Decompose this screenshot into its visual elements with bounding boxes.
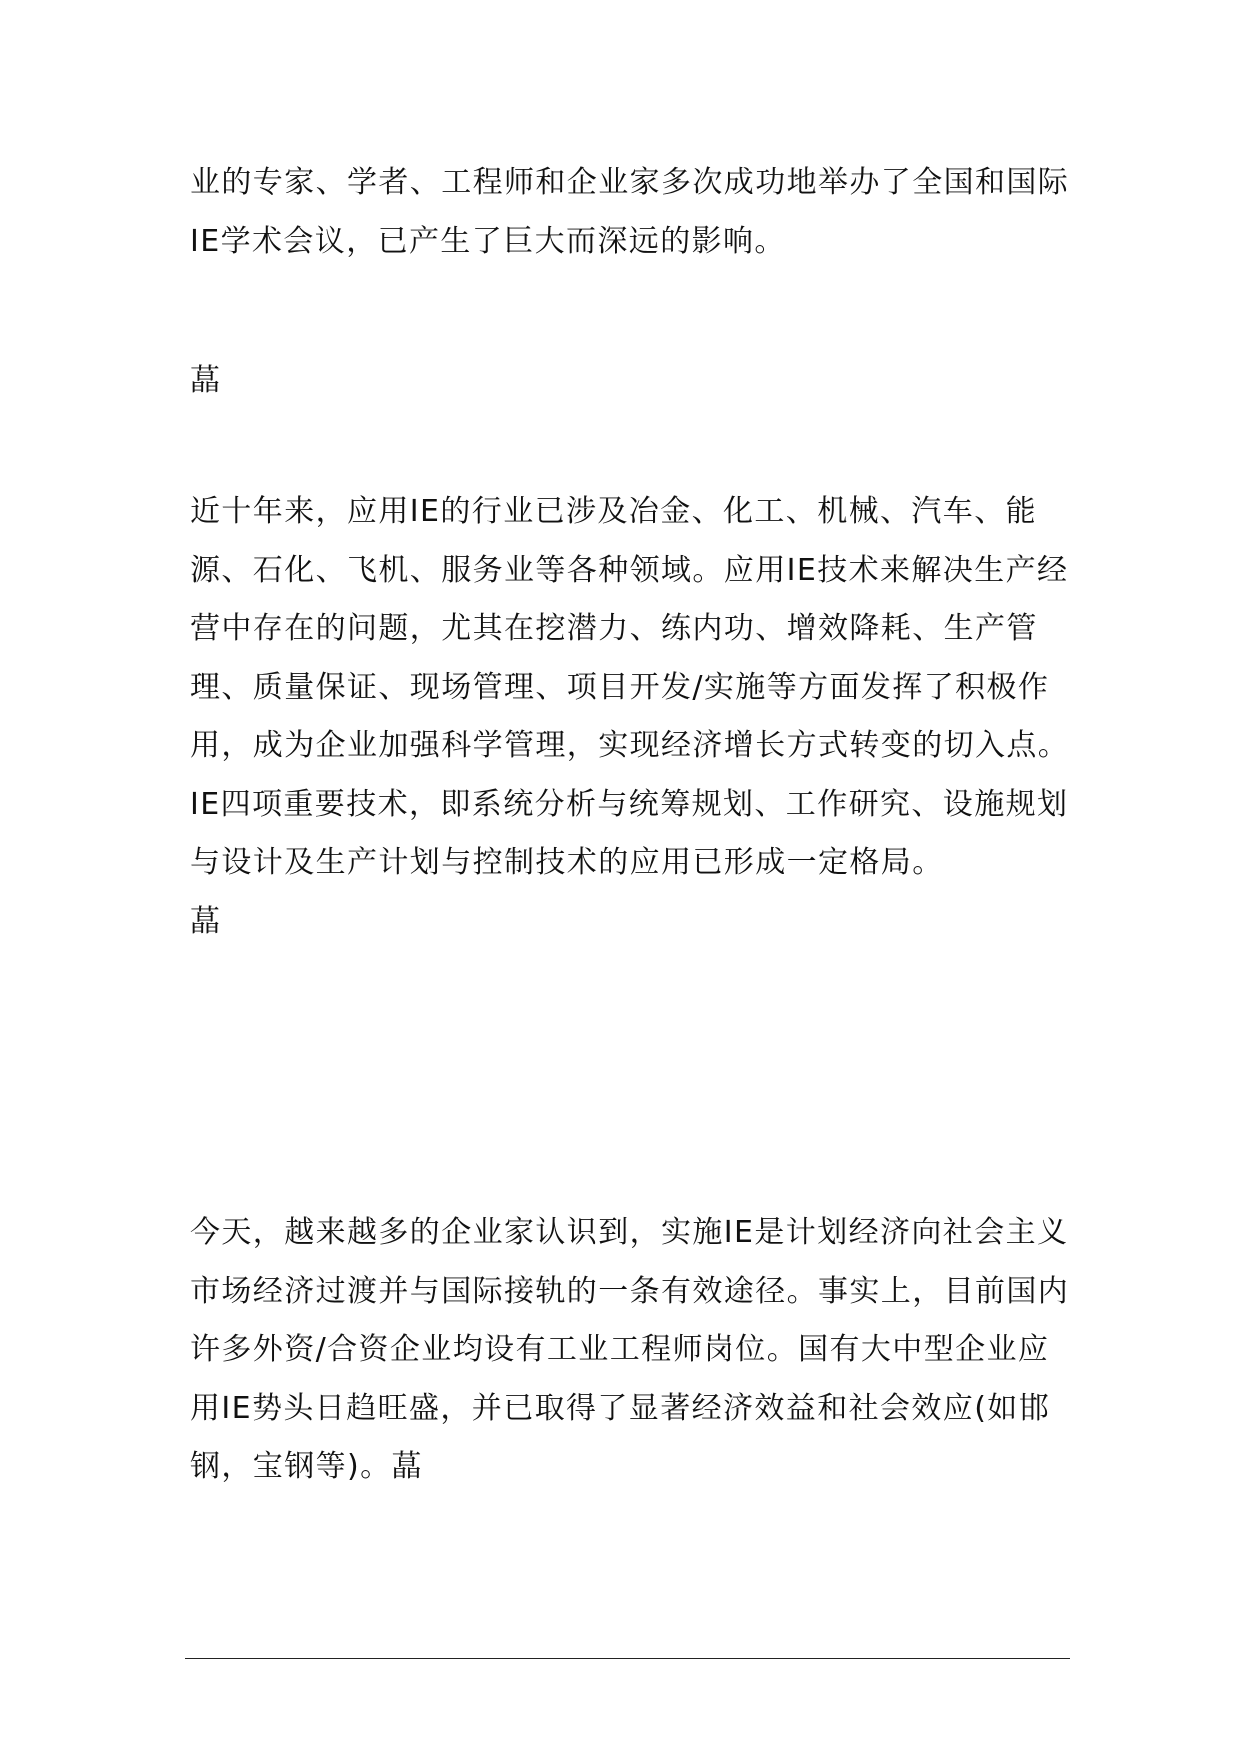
paragraph-separator-mark: 蕌 xyxy=(190,363,220,398)
paragraph-ie-conferences: 业的专家、学者、工程师和企业家多次成功地举办了全国和国际IE学术会议，已产生了巨大而深远的影响。 xyxy=(190,165,1070,259)
footer-divider xyxy=(185,1658,1070,1659)
paragraph-ie-industries: 近十年来，应用IE的行业已涉及冶金、化工、机械、汽车、能源、石化、飞机、服务业等各种领域。应用IE技术来解决生产经营中存在的问题，尤其在挖潜力、练内功、增效降耗、生产管理、质量保证、现场管理、项目开发/实施等方面发挥了积极作用，成为企业加强科学管理，实现经济增长方式转变的切入点。IE四项重要技术，即系统分析与统筹规划、工作研究、设施规划与设计及生产计划与控制技术的应用已形成一定格局。 蕌 xyxy=(190,494,1070,939)
paragraph-ie-market-economy: 今天，越来越多的企业家认识到，实施IE是计划经济向社会主义市场经济过渡并与国际接轨的一条有效途径。事实上，目前国内许多外资/合资企业均设有工业工程师岗位。国有大中型企业应用IE势头日趋旺盛，并已取得了显著经济效益和社会效应(如邯钢，宝钢等)。蕌 xyxy=(190,1215,1070,1484)
